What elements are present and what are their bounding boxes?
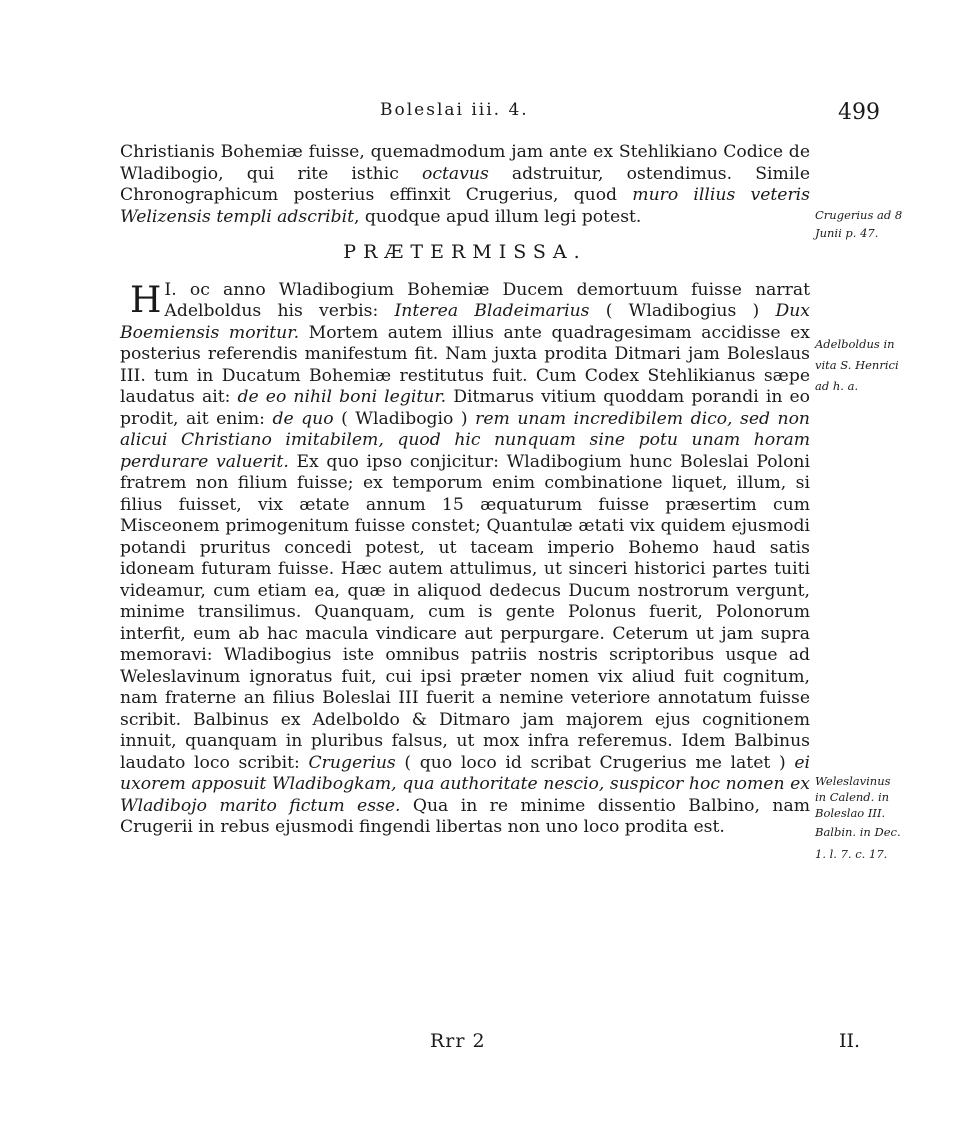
text-run: ( Wladibogius ) — [589, 301, 776, 321]
italic-run: muro illius veteris Welizensis templi adscribit — [120, 185, 811, 227]
body-text — [120, 142, 810, 839]
text-run: Christianis Bohemiæ fuisse, quemadmodum jam ante ex Stehlikiano Codice de Wladibogio, qui rite isthic — [120, 142, 810, 184]
italic-run: octavus — [422, 163, 489, 184]
text-run: Ditmarus vitium quoddam porandi in eo prodit, ait enim: — [120, 387, 811, 429]
italic-run: Dux Boemiensis moritur. — [120, 301, 810, 343]
text-run: , quodque apud illum legi potest. — [353, 206, 642, 227]
text-run: adstruitur, ostendimus. Simile Chronographicum posterius effinxit Crugerius, quod — [120, 163, 810, 205]
text-run: oc anno Wladibogium Bohemiæ Ducem demortuum fuisse narrat Adelboldus his verbis: — [164, 279, 810, 321]
margin-note: ad h. a. — [815, 379, 859, 393]
margin-note: 1. l. 7. c. 17. — [815, 847, 888, 861]
margin-note: Balbin. in Dec. — [815, 825, 901, 839]
text-run: Mortem autem illius ante quadragesimam accidisse ex posterius referendis manifestum fit. Nam juxta prodita Ditmari jam Boleslaus III. tum in Ducatum Bohemiæ restitutus fuit. Cum Codex Stehlikianus sæpe laudatus ait: — [120, 322, 810, 407]
italic-run: de eo nihil boni legitur. — [237, 387, 447, 407]
signature-mark: Rrr 2 — [430, 1030, 486, 1052]
italic-run: ei uxorem apposuit Wladibogkam, qua authoritate nescio, suspicor hoc nomen ex Wladibojo marito fictum esse. — [120, 752, 810, 816]
drop-cap: H — [130, 279, 162, 321]
running-title: Boleslai iii. 4. — [380, 100, 529, 120]
text-run: Qua in re minime dissentio Balbino, nam Crugerii in rebus ejusmodi fingendi libertas non uno loco prodita est. — [120, 795, 811, 837]
catchword: II. — [838, 1030, 860, 1052]
text-run: ( quo loco id scribat Crugerius me latet ) — [395, 752, 795, 773]
italic-run: rem unam incredibilem dico, sed non alicui Christiano imitabilem, quod hic nunquam sine potu unam horam perdurare valuerit. — [120, 408, 811, 472]
page-number: 499 — [838, 100, 880, 125]
margin-note: Crugerius ad 8 — [815, 208, 903, 222]
paragraph-2-text — [120, 280, 810, 838]
italic-run: Crugerius — [308, 752, 396, 773]
margin-note: Boleslao III. — [815, 806, 886, 820]
margin-note: vita S. Henrici — [815, 358, 899, 372]
paragraph-number: I. — [164, 279, 177, 300]
margin-note: in Calend. in — [815, 790, 890, 804]
margin-note: Junii p. 47. — [815, 226, 879, 240]
text-run: Ex quo ipso conjicitur: Wladibogium hunc Boleslai Poloni fratrem non filium fuisse; ex temporum enim combinatione liquet, illum, si filius fuisset, vix ætate annum 15 æquaturum fuisse præsertim cum Misceonem primogenitum fuisse constet; Quantulæ ætati vix quidem ejusmodi potandi pruritus concedi potest, ut taceam imperio Bohemo haud satis idoneam futuram fuisse. Hæc autem attulimus, ut sinceri historici partes tuiti videamur, cum etiam ea, quæ in aliquod dedecus Ducum nostrorum vergunt, minime transilimus. Quanquam, cum is gente Polonus fuerit, Polonorum interfit, eum ab hac macula vindicare aut perpurgare. Ceterum ut jam supra memoravi: Wladibogius iste omnibus patriis nostris scriptoribus usque ad Weleslavinum ignoratus fuit, cui ipsi præter nomen vix aliud fuit cognitum, nam fraterne an filius Boleslai III fuerit a nemine veteriore annotatum fuisse scribit. Balbinus ex Adelboldo & Ditmaro jam majorem ejus cognitionem innuit, quanquam in pluribus falsus, ut mox infra referemus. Idem Balbinus laudato loco scribit: — [120, 451, 810, 773]
text-run: ( Wladibogio ) — [333, 408, 476, 429]
italic-run: Interea Bladeimarius — [394, 301, 590, 321]
page-footer — [120, 1030, 880, 1060]
paragraph-2 — [120, 280, 810, 839]
margin-note: Weleslavinus — [815, 774, 891, 788]
margin-note: Adelboldus in — [815, 337, 895, 351]
paragraph-1 — [120, 142, 810, 228]
page-header — [120, 100, 880, 140]
section-heading: PRÆTERMISSA. — [343, 241, 587, 263]
italic-run: de quo — [272, 408, 334, 429]
